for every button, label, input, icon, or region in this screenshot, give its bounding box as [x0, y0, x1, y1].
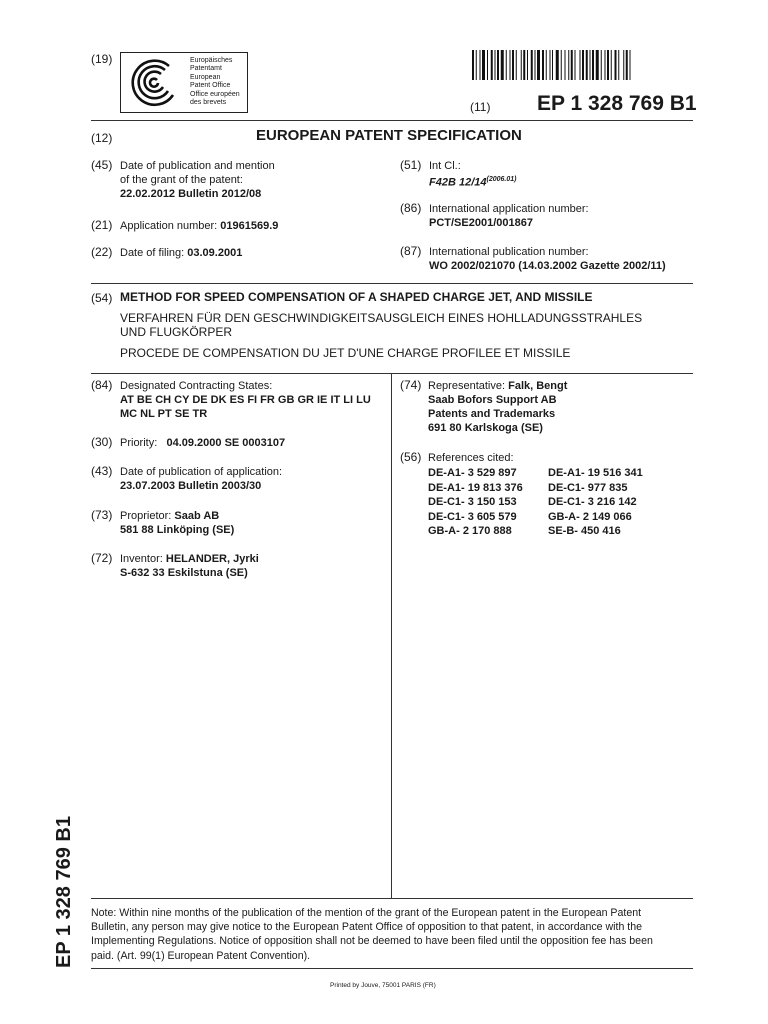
barcode-bar	[495, 50, 496, 80]
document-type: EUROPEAN PATENT SPECIFICATION	[256, 127, 522, 144]
barcode-bar	[506, 50, 507, 80]
proprietor: Proprietor: Saab AB 581 88 Linköping (SE)	[120, 510, 235, 536]
barcode-bar	[556, 50, 559, 80]
barcode-bar	[611, 50, 612, 80]
filing-date: Date of filing: 03.09.2001	[120, 247, 243, 259]
barcode-bar	[480, 50, 481, 80]
opposition-note: Note: Within nine months of the publication of the mention of the grant of the European patent in the European Patent Bulletin, any person may give notice to the European Patent Office of opposition to that patent, in accordance with the Implementing Regulations. Notice of opposition shall not be deemed to have been filed until the opposition fee has been paid. (Art. 99(1) European Patent Convention).	[91, 907, 653, 962]
inid-11: (11)	[470, 100, 491, 114]
barcode-bar	[550, 50, 551, 80]
inid-87: (87)	[400, 244, 422, 258]
barcode-bar	[596, 50, 599, 80]
barcode-bar	[607, 50, 609, 80]
barcode-bar	[568, 50, 569, 80]
epo-emblem-icon	[125, 54, 185, 112]
barcode-bar	[497, 50, 499, 80]
inid-56: (56)	[400, 450, 422, 464]
barcode-bar	[626, 50, 628, 80]
barcode-bar	[491, 50, 493, 80]
inid-45: (45)	[91, 158, 113, 172]
side-publication-number: EP 1 328 769 B1	[53, 816, 75, 968]
title-en: METHOD FOR SPEED COMPENSATION OF A SHAPED CHARGE JET, AND MISSILE	[120, 290, 593, 304]
barcode-bar	[521, 50, 522, 80]
reference-row: DE-A1- 19 813 376 DE-C1- 977 835	[428, 481, 628, 494]
application-number: Application number: 01961569.9	[120, 220, 279, 232]
application-publication: Date of publication of application: 23.07.2003 Bulletin 2003/30	[120, 466, 283, 492]
title-de-2: UND FLUGKÖRPER	[120, 325, 233, 339]
reference-row: DE-C1- 3 150 153 DE-C1- 3 216 142	[428, 496, 637, 509]
barcode-bar	[601, 50, 602, 80]
barcode-bar	[590, 50, 591, 80]
barcode-bar	[565, 50, 566, 80]
int-cl: Int Cl.: F42B $12/14^{(2006.01)}$	[429, 160, 517, 189]
column-divider	[391, 373, 392, 898]
barcode-bar	[531, 50, 533, 80]
divider-bottom	[91, 968, 693, 969]
barcode-bar	[482, 50, 485, 80]
inid-73: (73)	[91, 508, 113, 522]
barcode-bar	[630, 50, 631, 80]
barcode-bar	[605, 50, 606, 80]
barcode-bar	[542, 50, 544, 80]
divider-top	[91, 120, 693, 121]
barcode-bar	[586, 50, 588, 80]
barcode-bar	[592, 50, 594, 80]
intl-publication: International publication number: WO 2002/021070 (14.03.2002 Gazette 2002/11)	[429, 246, 666, 272]
barcode-bar	[501, 50, 504, 80]
barcode-bar	[476, 50, 477, 80]
title-de-1: VERFAHREN FÜR DEN GESCHWINDIGKEITSAUSGLEICH EINES HOHLLADUNGSSTRAHLES	[120, 311, 643, 325]
barcode-bar	[510, 50, 511, 80]
barcode-bar	[537, 50, 540, 80]
barcode-bar	[582, 50, 584, 80]
references-list	[428, 466, 643, 539]
barcode-bar	[623, 50, 624, 80]
inid-74: (74)	[400, 378, 422, 392]
inid-21: (21)	[91, 218, 113, 232]
inid-86: (86)	[400, 201, 422, 215]
representative: Representative: Falk, Bengt Saab Bofors Support AB Patents and Trademarks 691 80 Karlskoga (SE)	[428, 380, 568, 434]
reference-row: DE-A1- 3 529 897 DE-A1- 19 516 341	[428, 467, 643, 479]
barcode-bar	[580, 50, 581, 80]
title-fr: PROCEDE DE COMPENSATION DU JET D'UNE CHARGE PROFILEE ET MISSILE	[120, 346, 571, 360]
printer-line: Printed by Jouve, 75001 PARIS (FR)	[330, 982, 436, 989]
barcode-bar	[512, 50, 514, 80]
inid-43: (43)	[91, 464, 113, 478]
barcode-bar	[575, 50, 576, 80]
grant-date-block: Date of publication and mention of the grant of the patent: 22.02.2012 Bulletin 2012/08	[120, 160, 275, 200]
barcode-bar	[615, 50, 617, 80]
inid-12: (12)	[91, 131, 113, 145]
title-block	[120, 290, 642, 360]
intl-application: International application number: PCT/SE2001/001867	[429, 203, 589, 229]
publication-number: EP 1 328 769 B1	[537, 92, 697, 115]
divider-title	[91, 283, 693, 284]
barcode-bar	[618, 50, 619, 80]
barcode-bar	[546, 50, 547, 80]
reference-row: DE-C1- 3 605 579 GB-A- 2 149 066	[428, 510, 632, 523]
priority: Priority: 04.09.2000 SE 0003107	[120, 437, 286, 449]
inid-22: (22)	[91, 245, 113, 259]
barcode-bar	[472, 50, 474, 80]
office-name: Europäisches Patentamt European Patent Office Office européen des brevets	[190, 57, 240, 107]
inid-72: (72)	[91, 551, 113, 565]
barcode-bar	[523, 50, 525, 80]
barcode-bar	[487, 50, 488, 80]
inid-30: (30)	[91, 435, 113, 449]
inventor: Inventor: HELANDER, Jyrki S-632 33 Eskilstuna (SE)	[120, 553, 259, 579]
reference-row: GB-A- 2 170 888 SE-B- 450 416	[428, 525, 621, 538]
barcode-bar	[561, 50, 562, 80]
barcode-bar	[527, 50, 528, 80]
inid-54: (54)	[91, 291, 113, 305]
inid-51: (51)	[400, 158, 422, 172]
barcode	[472, 50, 692, 80]
barcode-bar	[552, 50, 553, 80]
barcode-bar	[516, 50, 517, 80]
inid-19: (19)	[91, 52, 113, 66]
divider-body	[91, 373, 693, 374]
inid-84: (84)	[91, 378, 113, 392]
divider-footer	[91, 898, 693, 899]
barcode-bar	[571, 50, 573, 80]
designated-states: Designated Contracting States: AT BE CH CY DE DK ES FI FR GB GR IE IT LI LU MC NL PT SE TR	[120, 380, 371, 420]
barcode-bar	[535, 50, 536, 80]
references-label: References cited:	[428, 452, 514, 464]
